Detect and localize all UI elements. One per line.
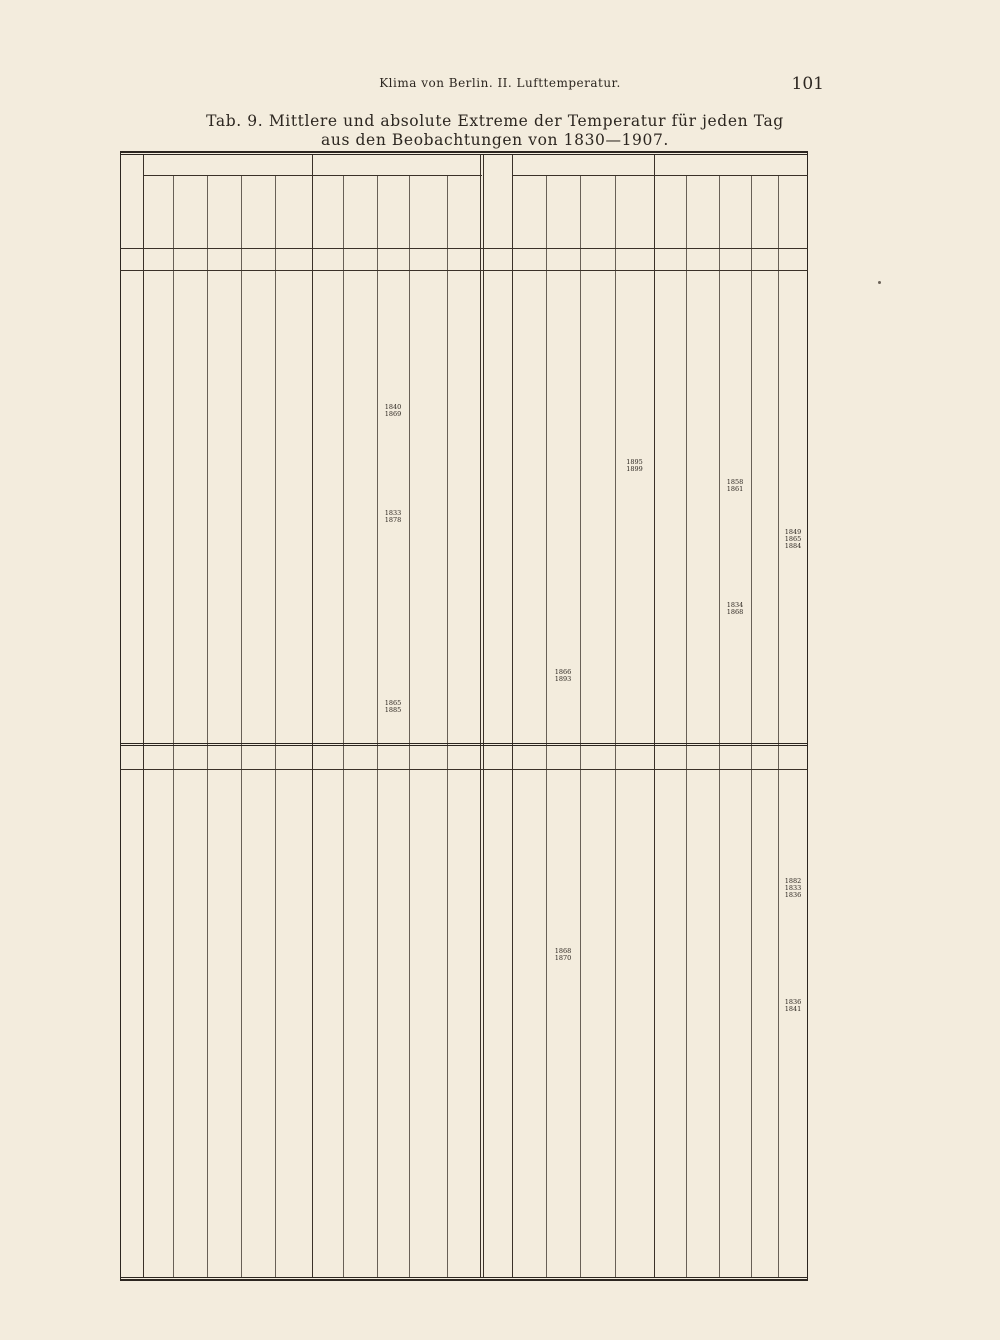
stacked-year: 1841	[784, 1005, 802, 1014]
stacked-year: 1899	[626, 465, 643, 474]
stacked-year: 1868	[554, 946, 572, 955]
table-cell-stacked-years	[779, 878, 807, 899]
table-cell-stacked-years	[779, 529, 807, 550]
stacked-year: 1893	[554, 675, 572, 684]
column-rule	[173, 175, 174, 1277]
column-rule	[719, 175, 720, 1277]
column-rule	[275, 175, 276, 1277]
table-title	[110, 112, 880, 150]
stacked-year: 1866	[554, 668, 572, 677]
stacked-year: 1870	[554, 953, 572, 962]
header-bottom-rule	[120, 248, 808, 249]
stacked-year: 1868	[726, 607, 744, 616]
table-center-rule	[480, 155, 481, 1277]
group-rule	[512, 175, 654, 176]
table-cell-stacked-years	[720, 602, 750, 616]
page-number: 101	[791, 74, 824, 94]
table-cell-stacked-years	[378, 700, 408, 714]
column-rule	[580, 175, 581, 1277]
table-cell-stacked-years	[779, 999, 807, 1013]
column-rule	[751, 175, 752, 1277]
stacked-year: 1840	[384, 402, 402, 411]
table-cell-stacked-years	[378, 404, 408, 418]
table-left-rule	[120, 151, 121, 1281]
stacked-year: 1878	[384, 515, 402, 524]
table-cell-stacked-years	[378, 510, 408, 524]
column-rule	[143, 155, 144, 1277]
table-cell-stacked-years	[547, 948, 579, 962]
table-title-line-2: aus den Beobachtungen von 1830—1907.	[321, 131, 669, 149]
column-rule	[343, 175, 344, 1277]
table-bottom-rule	[120, 1277, 808, 1281]
table-cell-stacked-years	[616, 459, 653, 473]
table-top-rule	[120, 151, 808, 155]
column-rule	[409, 175, 410, 1277]
month-rule	[120, 270, 808, 271]
column-rule	[778, 175, 779, 1277]
running-head: Klima von Berlin. II. Lufttemperatur.	[379, 76, 621, 90]
column-rule	[615, 175, 616, 1277]
stacked-year: 1869	[384, 409, 402, 418]
column-rule	[312, 155, 313, 1277]
stacked-year: 1836	[784, 998, 802, 1007]
table-cell-stacked-years	[547, 669, 579, 683]
table-title-line-1: Tab. 9. Mittlere und absolute Extreme der Temperatur für jeden Tag	[206, 112, 784, 130]
stacked-year: 1861	[726, 484, 744, 493]
table-right-rule	[807, 151, 808, 1281]
column-rule	[654, 155, 655, 1277]
stacked-year: 1884	[784, 542, 802, 551]
margin-speck	[878, 281, 881, 284]
group-rule	[312, 175, 482, 176]
temperature-table	[120, 151, 808, 1281]
stacked-year: 1836	[784, 891, 802, 900]
stacked-year: 1833	[784, 884, 802, 893]
block-separator-rule	[120, 743, 808, 746]
stacked-year: 1895	[626, 458, 643, 467]
group-rule	[143, 175, 312, 176]
column-rule	[546, 175, 547, 1277]
column-rule	[377, 175, 378, 1277]
stacked-year: 1833	[384, 508, 402, 517]
group-rule	[654, 175, 808, 176]
stacked-year: 1865	[784, 535, 802, 544]
column-rule	[512, 155, 513, 1277]
column-rule	[241, 175, 242, 1277]
stacked-year: 1858	[726, 477, 744, 486]
table-cell-stacked-years	[720, 479, 750, 493]
column-rule	[447, 175, 448, 1277]
column-rule	[686, 175, 687, 1277]
stacked-year: 1885	[384, 706, 402, 715]
month-rule	[120, 769, 808, 770]
table-center-rule	[483, 155, 484, 1277]
stacked-year: 1849	[784, 528, 802, 537]
stacked-year: 1834	[726, 600, 744, 609]
stacked-year: 1882	[784, 877, 802, 886]
column-rule	[207, 175, 208, 1277]
stacked-year: 1865	[384, 699, 402, 708]
